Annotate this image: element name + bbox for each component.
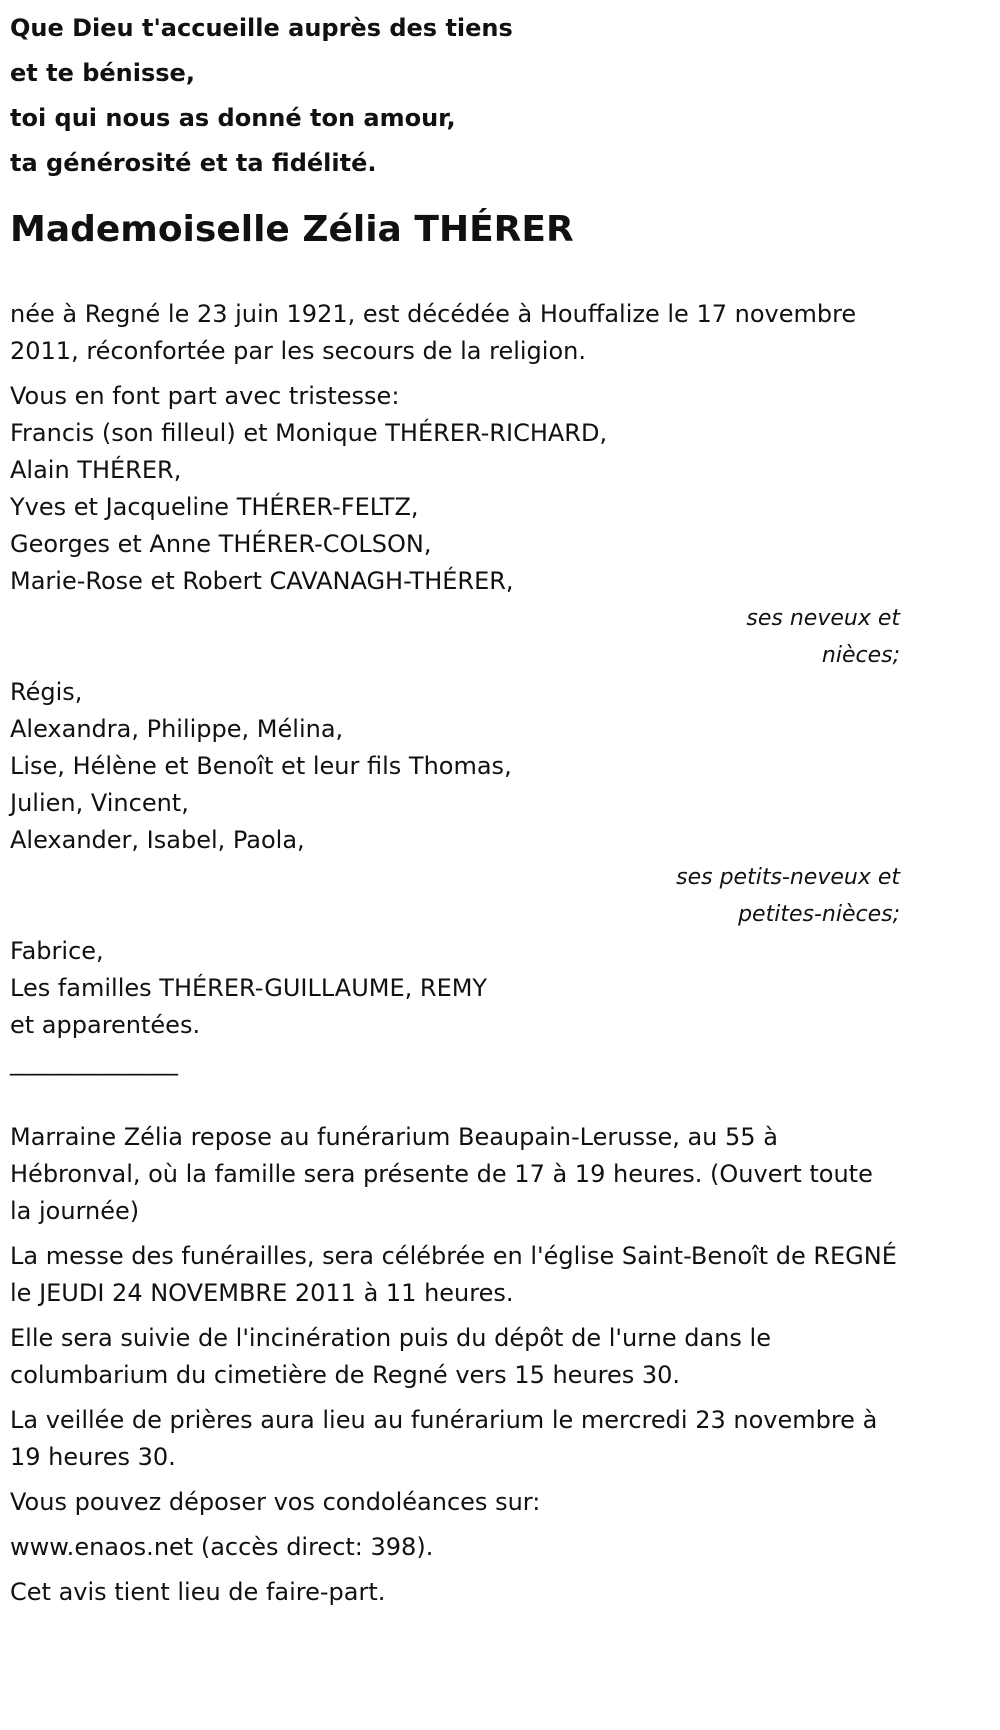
- announcement-intro: Vous en font part avec tristesse:: [10, 382, 400, 410]
- funeral-cremation-paragraph: Elle sera suivie de l'incinération puis du dépôt de l'urne dans le columbarium du cimetière de Regné vers 15 heures 30.: [10, 1324, 771, 1389]
- funeral-mass-paragraph: La messe des funérailles, sera célébrée en l'église Saint-Benoît de REGNÉ le JEUDI 24 NOVEMBRE 2011 à 11 heures.: [10, 1242, 897, 1307]
- notice-paragraph: Cet avis tient lieu de faire-part.: [10, 1578, 386, 1606]
- relation-label-line-2: nièces;: [821, 643, 900, 668]
- relation-label: [10, 859, 900, 933]
- funeral-details: [10, 1119, 900, 1611]
- family-member-line: Lise, Hélène et Benoît et leur fils Thomas,: [10, 752, 512, 780]
- family-member-line: Alain THÉRER,: [10, 456, 182, 484]
- relation-label-line-1: ses neveux et: [746, 606, 900, 631]
- funeral-rest-paragraph: Marraine Zélia repose au funérarium Beaupain-Lerusse, au 55 à Hébronval, où la famille sera présente de 17 à 19 heures. (Ouvert toute la journée): [10, 1123, 873, 1225]
- family-group-others: [10, 933, 900, 1044]
- family-member-line: Francis (son filleul) et Monique THÉRER-RICHARD,: [10, 419, 608, 447]
- condolences-website: www.enaos.net (accès direct: 398).: [10, 1533, 434, 1561]
- condolences-paragraph: Vous pouvez déposer vos condoléances sur:: [10, 1488, 541, 1516]
- deceased-name: Mademoiselle Zélia THÉRER: [10, 209, 574, 250]
- separator-line: ______________: [10, 1048, 178, 1076]
- relation-label-line-2: petites-nièces;: [738, 902, 900, 927]
- family-member-line: Alexandra, Philippe, Mélina,: [10, 715, 344, 743]
- obituary-page: [10, 0, 900, 1611]
- family-group-nephews: [10, 415, 900, 674]
- family-member-line: Marie-Rose et Robert CAVANAGH-THÉRER,: [10, 567, 514, 595]
- family-member-line: et apparentées.: [10, 1011, 201, 1039]
- family-member-line: Yves et Jacqueline THÉRER-FELTZ,: [10, 493, 419, 521]
- opening-verse: [10, 0, 900, 186]
- funeral-vigil-paragraph: La veillée de prières aura lieu au funérarium le mercredi 23 novembre à 19 heures 30.: [10, 1406, 878, 1471]
- announcement: [10, 378, 900, 1081]
- family-member-line: Fabrice,: [10, 937, 104, 965]
- birth-death-paragraph: née à Regné le 23 juin 1921, est décédée à Houffalize le 17 novembre 2011, réconfortée par les secours de la religion.: [10, 300, 857, 365]
- family-member-line: Julien, Vincent,: [10, 789, 189, 817]
- relation-label-line-1: ses petits-neveux et: [676, 865, 900, 890]
- verse-line-4: ta générosité et ta fidélité.: [10, 149, 377, 177]
- family-member-line: Alexander, Isabel, Paola,: [10, 826, 305, 854]
- family-member-line: Régis,: [10, 678, 83, 706]
- relation-label: [10, 600, 900, 674]
- family-member-line: Les familles THÉRER-GUILLAUME, REMY: [10, 974, 488, 1002]
- family-member-line: Georges et Anne THÉRER-COLSON,: [10, 530, 432, 558]
- family-group-grandnephews: [10, 674, 900, 933]
- verse-line-3: toi qui nous as donné ton amour,: [10, 104, 456, 132]
- verse-line-2: et te bénisse,: [10, 59, 195, 87]
- verse-line-1: Que Dieu t'accueille auprès des tiens: [10, 14, 513, 42]
